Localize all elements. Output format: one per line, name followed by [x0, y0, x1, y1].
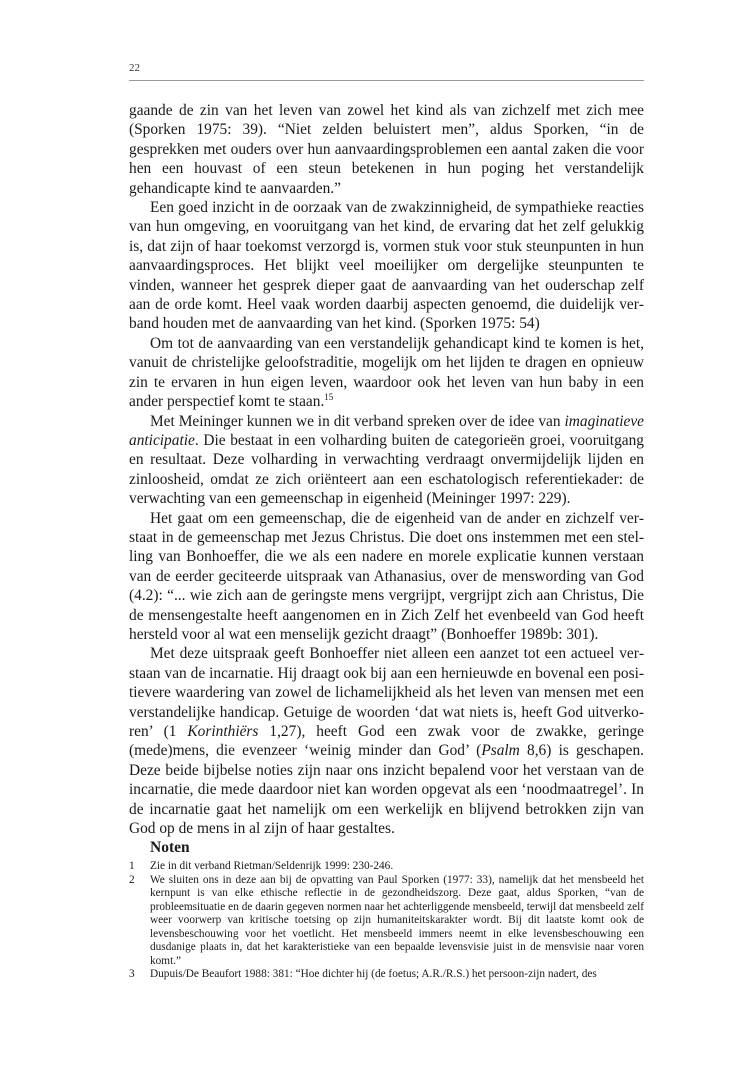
paragraph-6-text-c: 8,6) is geschapen. Deze beide bijbelse noties zijn naar ons inzicht bepalend voor het verstaan van de incarnatie, die mede daardoor niet kan worden opgevat als een ‘noodmaatregel’. In de incarnatie gaat het namelijk om een werkelijk en blijvend betrokken zijn van God op de mens in al zijn of haar gestaltes. [129, 742, 644, 838]
paragraph-6-text-a: Met deze uitspraak geeft Bonhoeffer niet alleen een aanzet tot een actueel verstaan van de incarnatie. Hij draagt ook bij aan een hernieuwde en bovenal een positievere waardering van zowel de lichamelijkheid als het leven van mensen met een verstandelijke handicap. Getuige de woorden ‘dat wat niets is, heeft God uitverkoren’ (1 [129, 645, 644, 740]
paragraph-6-emphasis-2: Psalm [481, 742, 520, 760]
note-number: 2 [129, 873, 135, 886]
main-text [129, 101, 644, 838]
paragraph-5: Het gaat om een gemeenschap, die de eigenheid van de ander en zichzelf verstaat in de gemeenschap met Jezus Christus. Die doet ons instemmen met een stelling van Bonhoeffer, die we als een nadere en morele explicatie kunnen verstaan van de eerder geciteerde uitspraak van Athanasius, over de menswording van God (4.2): “... wie zich aan de geringste mens vergrijpt, vergrijpt zich aan Christus, Die de mensengestalte heeft aangenomen en in Zich Zelf het evenbeeld van God heeft hersteld voor al wat een menselijk gezicht draagt” (Bonhoeffer 1989b: 301). [129, 509, 644, 643]
note-item [129, 860, 644, 874]
page-number: 22 [129, 62, 140, 74]
paragraph-2: Een goed inzicht in de oorzaak van de zwakzinnigheid, de sympathieke reacties van hun omgeving, en vooruitgang van het kind, de ervaring dat het zelf gelukkig is, dat zijn of haar toekomst verzorgd is, vormen stuk voor stuk steunpunten in hun aanvaardingsproces. Het blijkt veel moeilijker om dergelijke steunpunten te vinden, wanneer het gesprek dieper gaat de aanvaarding van het ouderschap zelf aan de orde komt. Heel vaak worden daarbij aspecten genoemd, die duidelijk verband houden met de aanvaarding van het kind. (Sporken 1975: 54) [129, 199, 644, 333]
paragraph-4-text-b: . Die bestaat in een volharding buiten de categorieën groei, vooruitgang en resultaat. Deze volharding in verwachting verdraagt onvermijdelijk lijden en zinloosheid, omdat ze zich oriënteert aan een eschatologisch referentiekader: de verwachting van een gemeenschap in eigenheid (Meininger 1997: 229). [129, 431, 644, 508]
note-number: 3 [129, 968, 135, 980]
note-number: 1 [129, 860, 135, 872]
paragraph-3-text: Om tot de aanvaarding van een verstandelijk gehandicapt kind te komen is het, vanuit de christelijke geloofstraditie, mogelijk om het lijden te dragen en opnieuw zin te ervaren in hun eigen leven, waardoor ook het leven van hun baby in een ander perspectief komt te staan. [129, 334, 644, 411]
note-item [129, 874, 644, 969]
paragraph-3 [129, 334, 644, 412]
notes-heading: Noten [150, 839, 190, 856]
notes-section [129, 838, 644, 982]
paragraph-6-emphasis-1: Korinthiërs [187, 723, 259, 740]
paragraph-6-text-b: 1,27), heeft God een zwak voor de zwakke, geringe (mede)mens, die evenzeer ‘weinig minder dan God’ ( [129, 723, 644, 760]
paragraph-4 [129, 412, 644, 509]
note-text: Dupuis/De Beaufort 1988: 381: “Hoe dichter hij (de foetus; A.R./R.S.) het persoon-zijn nadert, des [150, 968, 597, 980]
paragraph-1: gaande de zin van het leven van zowel het kind als van zichzelf met zich mee (Sporken 1975: 39). “Niet zelden beluistert men”, aldus Sporken, “in de gesprekken met ouders over hun aanvaardingsproblemen een aantal zaken die voor hen een houvast of een steun betekenen in hun poging het verstandelijk gehandicapte kind te aanvaarden.” [129, 102, 644, 197]
header-rule [129, 80, 644, 81]
note-text: Zie in dit verband Rietman/Seldenrijk 1999: 230-246. [150, 860, 394, 872]
paragraph-6 [129, 644, 644, 838]
paragraph-4-emphasis: imaginatieve anticipatie [129, 412, 644, 449]
footnote-reference[interactable]: 15 [324, 391, 334, 402]
note-item [129, 968, 644, 982]
note-text: We sluiten ons in deze aan bij de opvatting van Paul Sporken (1977: 33), namelijk dat het mensbeeld het kernpunt is van elke ethische reflectie in de gezondheidszorg. Deze gaat, aldus Sporken, “van de probleemsituatie en de daarin gegeven normen naar het achterliggende mensbeeld, terwijl dat mensbeeld zelf weer voorwerp van kritische toetsing op zijn humaniteitskarakter wordt. Bij dit laatste komt ook de levensbeschouwing voor het voetlicht. Het mensbeeld immers neemt in elke levensbeschouwing een dusdanige plaats in, dat het karakteristieke van een bepaalde levensvisie juist in de mensvisie naar voren komt.” [150, 873, 644, 967]
paragraph-4-text-a: Met Meininger kunnen we in dit verband spreken over de idee van [150, 412, 565, 430]
